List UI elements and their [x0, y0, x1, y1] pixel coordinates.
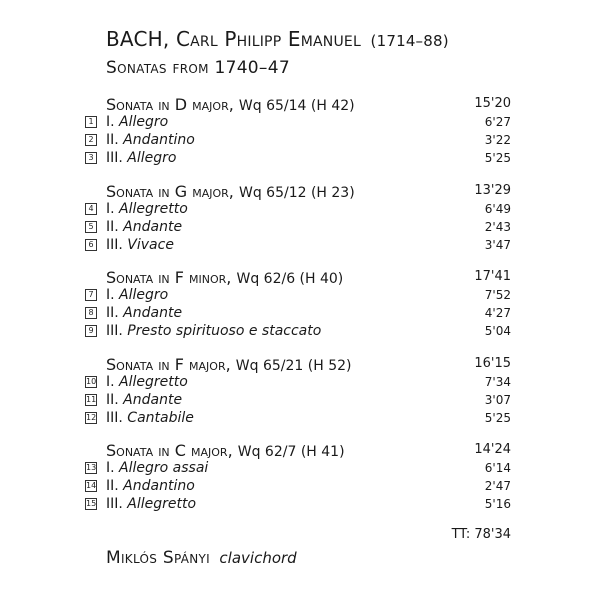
movement-row	[0, 201, 599, 219]
track-number-box: 13	[86, 463, 97, 472]
movement-duration: 3'47	[484, 238, 511, 252]
movement-title	[106, 219, 182, 235]
movement-duration: 3'22	[484, 133, 511, 147]
movement-number: II.	[106, 305, 119, 321]
movement-row	[0, 132, 599, 150]
sonata-title: Sonata in C major,	[106, 441, 233, 460]
movement-title	[106, 132, 195, 148]
movement-duration: 6'14	[484, 461, 511, 475]
movement-number: II.	[106, 132, 119, 148]
movement-name: Allegretto	[119, 374, 188, 390]
movement-name: Allegretto	[119, 201, 188, 217]
movement-name: Andantino	[123, 478, 195, 494]
movement-row	[0, 460, 599, 478]
movement-title	[106, 478, 195, 494]
movement-name: Allegro	[127, 150, 177, 166]
composer-given-names: Carl Philipp Emanuel	[175, 27, 361, 51]
movement-duration: 2'43	[484, 220, 511, 234]
total-time: TT: 78'34	[451, 527, 511, 542]
movement-number: III.	[106, 323, 123, 339]
movement-duration: 2'47	[484, 479, 511, 493]
movement-name: Andante	[123, 219, 183, 235]
movement-duration: 3'07	[484, 393, 511, 407]
movement-number: II.	[106, 478, 119, 494]
sonata-catalog: Wq 62/7 (H 41)	[237, 444, 345, 460]
composer-dates: (1714–88)	[370, 32, 449, 50]
movement-number: III.	[106, 150, 123, 166]
sonata-total-time: 13'29	[474, 183, 511, 198]
movement-title	[106, 460, 208, 476]
movement-name: Allegro	[119, 114, 169, 130]
movement-number: I.	[106, 114, 115, 130]
movement-row	[0, 496, 599, 514]
movement-duration: 7'52	[484, 288, 511, 302]
track-number-box: 15	[86, 499, 97, 508]
movement-duration: 5'25	[484, 411, 511, 425]
movement-number: III.	[106, 237, 123, 253]
track-number-box: 7	[85, 289, 97, 301]
sonata-heading	[106, 355, 351, 374]
performer-instrument: clavichord	[219, 549, 297, 567]
movement-name: Allegro assai	[119, 460, 209, 476]
movement-number: II.	[106, 219, 119, 235]
track-number-box: 6	[85, 239, 97, 251]
movement-title	[106, 374, 188, 390]
sonata-catalog: Wq 65/21 (H 52)	[235, 358, 352, 374]
composer-heading	[106, 27, 449, 51]
movement-duration: 4'27	[484, 306, 511, 320]
movement-title	[106, 114, 168, 130]
movement-row	[0, 287, 599, 305]
movement-number: I.	[106, 460, 115, 476]
sonata-total-time: 15'20	[474, 96, 511, 111]
movement-title	[106, 287, 168, 303]
sonata-catalog: Wq 62/6 (H 40)	[236, 271, 344, 287]
composer-surname: BACH,	[106, 27, 170, 51]
movement-number: III.	[106, 410, 123, 426]
movement-number: I.	[106, 287, 115, 303]
movement-name: Vivace	[127, 237, 174, 253]
sonata-heading	[106, 182, 355, 201]
movement-number: I.	[106, 201, 115, 217]
sonata-total-time: 16'15	[474, 356, 511, 371]
movement-number: III.	[106, 496, 123, 512]
movement-title	[106, 201, 188, 217]
sonata-title: Sonata in D major,	[106, 95, 234, 114]
track-number-box: 8	[85, 307, 97, 319]
movement-title	[106, 237, 174, 253]
movement-row	[0, 374, 599, 392]
movement-name: Allegretto	[127, 496, 197, 512]
track-number-box: 1	[85, 116, 97, 128]
movement-name: Andante	[123, 392, 183, 408]
movement-duration: 5'25	[484, 151, 511, 165]
movement-title	[106, 323, 321, 339]
track-number-box: 3	[85, 152, 97, 164]
movement-duration: 6'49	[484, 202, 511, 216]
movement-name: Presto spirituoso e staccato	[127, 323, 322, 339]
movement-title	[106, 496, 196, 512]
track-number-box: 4	[85, 203, 97, 215]
sonata-title: Sonata in F major,	[106, 355, 231, 374]
movement-row	[0, 114, 599, 132]
sonata-total-time: 17'41	[474, 269, 511, 284]
movement-number: II.	[106, 392, 119, 408]
sonata-title: Sonata in G major,	[106, 182, 234, 201]
movement-name: Cantabile	[127, 410, 194, 426]
movement-row	[0, 478, 599, 496]
movement-row	[0, 323, 599, 341]
movement-title	[106, 150, 176, 166]
performer-name: Miklós Spányi	[106, 548, 211, 568]
track-number-box: 12	[86, 413, 97, 422]
track-number-box: 2	[85, 134, 97, 146]
movement-duration: 7'34	[484, 375, 511, 389]
sonata-heading	[106, 441, 345, 460]
sonata-heading	[106, 95, 355, 114]
movement-number: I.	[106, 374, 115, 390]
movement-duration: 6'27	[484, 115, 511, 129]
track-number-box: 14	[86, 481, 97, 490]
track-number-box: 10	[86, 377, 97, 386]
sonata-heading	[106, 268, 343, 287]
movement-name: Andantino	[123, 132, 195, 148]
movement-row	[0, 219, 599, 237]
sonata-catalog: Wq 65/14 (H 42)	[238, 98, 355, 114]
movement-row	[0, 305, 599, 323]
movement-title	[106, 392, 182, 408]
album-subtitle: Sonatas from 1740–47	[106, 58, 290, 78]
track-number-box: 5	[85, 221, 97, 233]
movement-title	[106, 410, 194, 426]
sonata-total-time: 14'24	[474, 442, 511, 457]
sonata-catalog: Wq 65/12 (H 23)	[238, 185, 355, 201]
performer-credit	[106, 548, 297, 568]
movement-name: Allegro	[119, 287, 169, 303]
movement-name: Andante	[123, 305, 183, 321]
movement-row	[0, 410, 599, 428]
movement-duration: 5'04	[484, 324, 511, 338]
track-number-box: 11	[86, 395, 97, 404]
movement-row	[0, 392, 599, 410]
sonata-title: Sonata in F minor,	[106, 268, 232, 287]
movement-duration: 5'16	[484, 497, 511, 511]
track-number-box: 9	[85, 325, 97, 337]
movement-row	[0, 150, 599, 168]
movement-row	[0, 237, 599, 255]
movement-title	[106, 305, 182, 321]
